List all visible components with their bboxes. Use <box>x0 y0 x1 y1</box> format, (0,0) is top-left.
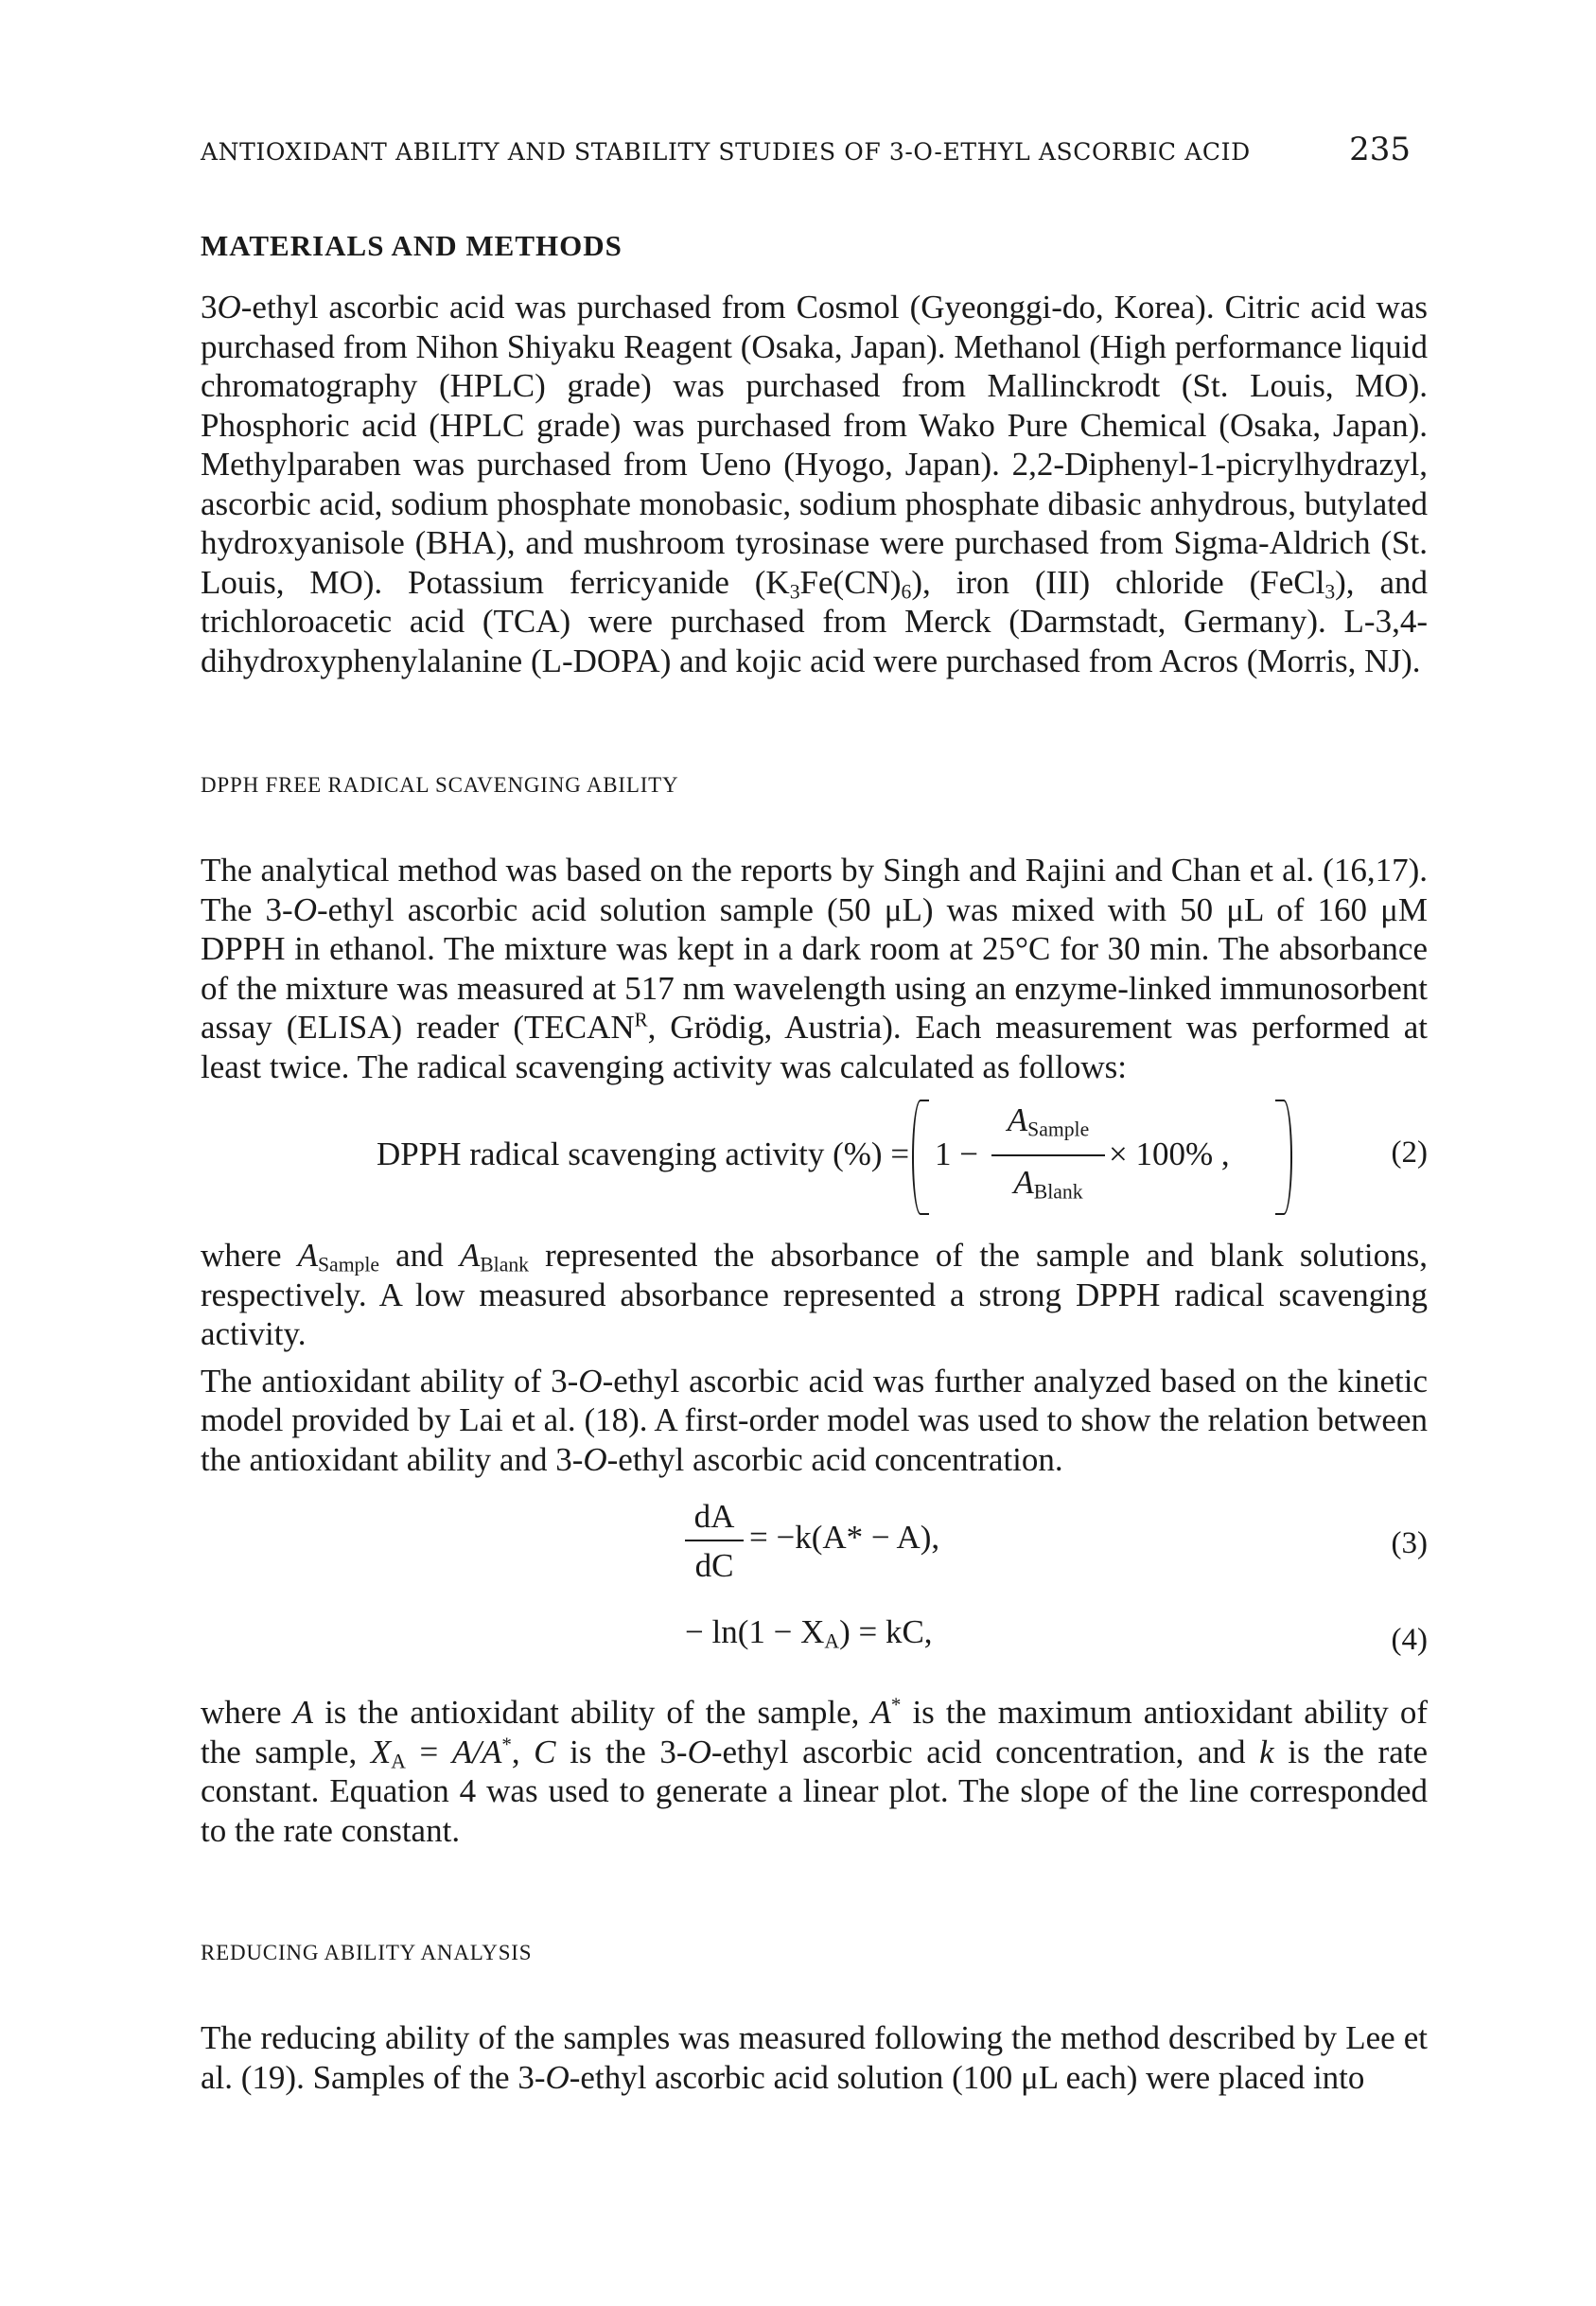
equation-2-lhs: DPPH radical scavenging activity (%) = <box>377 1135 910 1172</box>
equation-2-rest: × 100% , <box>1109 1135 1230 1172</box>
left-paren <box>912 1100 929 1215</box>
equation-3-rhs: = −k(A* − A), <box>749 1519 940 1556</box>
equation-4-number: (4) <box>1391 1623 1428 1657</box>
section-heading-materials: MATERIALS AND METHODS <box>201 229 623 262</box>
equation-3 <box>201 1498 1428 1593</box>
subsection-heading-dpph: DPPH FREE RADICAL SCAVENGING ABILITY <box>201 773 679 797</box>
materials-paragraph: 3O-ethyl ascorbic acid was purchased from Cosmol (Gyeonggi-do, Korea). Citric acid was purchased from Nihon Shiyaku Reagent (Osaka, Japan). Methanol (High performance liquid chromatography (HPLC) grade) was purchased from Mallinckrodt (St. Louis, MO). Phosphoric acid (HPLC grade) was purchased from Wako Pure Chemical (Osaka, Japan). Methylparaben was purchased from Ueno (Hyogo, Japan). 2,2-Diphenyl-1-picrylhydrazyl, ascorbic acid, sodium phosphate monobasic, sodium phosphate dibasic anhydrous, butylated hydroxyanisole (BHA), and mushroom tyrosinase were purchased from Sigma-Aldrich (St. Louis, MO). Potassium ferricyanide $(K_3Fe(CN)_6)$, iron (III) chloride (FeCl$_3$), and trichloroacetic acid (TCA) were purchased from Merck (Darmstadt, Germany). L-3,4-dihydroxyphenylalanine (L-DOPA) and kojic acid were purchased from Acros (Morris, NJ). <box>201 289 1428 679</box>
running-title: ANTIOXIDANT ABILITY AND STABILITY STUDIES OF 3-O-ETHYL ASCORBIC ACID <box>201 138 1251 166</box>
dpph-where-paragraph: where $A_{Sample}$ and $A_{Blank}$ represented the absorbance of the sample and blank solutions, respectively. A low measured absorbance represented a strong DPPH radical scavenging activity. <box>201 1237 1428 1352</box>
equation-4-expression: − $\ln(1 - X_A)$ = kC, <box>685 1613 933 1653</box>
equation-2-number: (2) <box>1391 1135 1428 1170</box>
equation-2-one-minus: 1 − <box>935 1135 978 1172</box>
equation-2 <box>201 1101 1428 1215</box>
right-paren <box>1275 1100 1292 1215</box>
equation-3-number: (3) <box>1391 1526 1428 1560</box>
page-number: 235 <box>1349 131 1411 168</box>
article-body <box>201 229 1428 2097</box>
equation-4 <box>201 1606 1428 1672</box>
dpph-method-paragraph: The analytical method was based on the reports by Singh and Rajini and Chan et al. (16,17). The 3-O-ethyl ascorbic acid solution sample (50 μL) was mixed with 50 μL of 160 μM DPPH in ethanol. The mixture was kept in a dark room at 25°C for 30 min. The absorbance of the mixture was measured at 517 nm wavelength using an enzyme-linked immunosorbent assay (ELISA) reader ($TECAN^R$, Grödig, Austria). Each measurement was performed at least twice. The radical scavenging activity was calculated as follows: <box>201 852 1428 1085</box>
equation-3-fraction: dA dC <box>685 1498 744 1587</box>
dpph-definitions-paragraph: where A is the antioxidant ability of the sample, A* is the maximum antioxidant ability of the sample, $X_A = A/A^*$, C is the 3-O-ethyl ascorbic acid concentration, and k is the rate constant. Equation 4 was used to generate a linear plot. The slope of the line corresponded to the rate constant. <box>201 1693 1429 1849</box>
dpph-kinetic-paragraph: The antioxidant ability of 3-O-ethyl ascorbic acid was further analyzed based on the kinetic model provided by Lai et al. (18). A first-order model was used to show the relation between the antioxidant ability and 3-O-ethyl ascorbic acid concentration. <box>201 1362 1429 1478</box>
reducing-paragraph: The reducing ability of the samples was measured following the method described by Lee et al. (19). Samples of the 3-O-ethyl ascorbic acid solution (100 μL each) were placed into <box>201 2019 1428 2096</box>
equation-2-fraction: $A_{Sample}$ $A_{Blank}$ <box>991 1101 1105 1211</box>
subsection-heading-reducing: REDUCING ABILITY ANALYSIS <box>201 1941 533 1964</box>
running-head <box>201 131 1411 168</box>
